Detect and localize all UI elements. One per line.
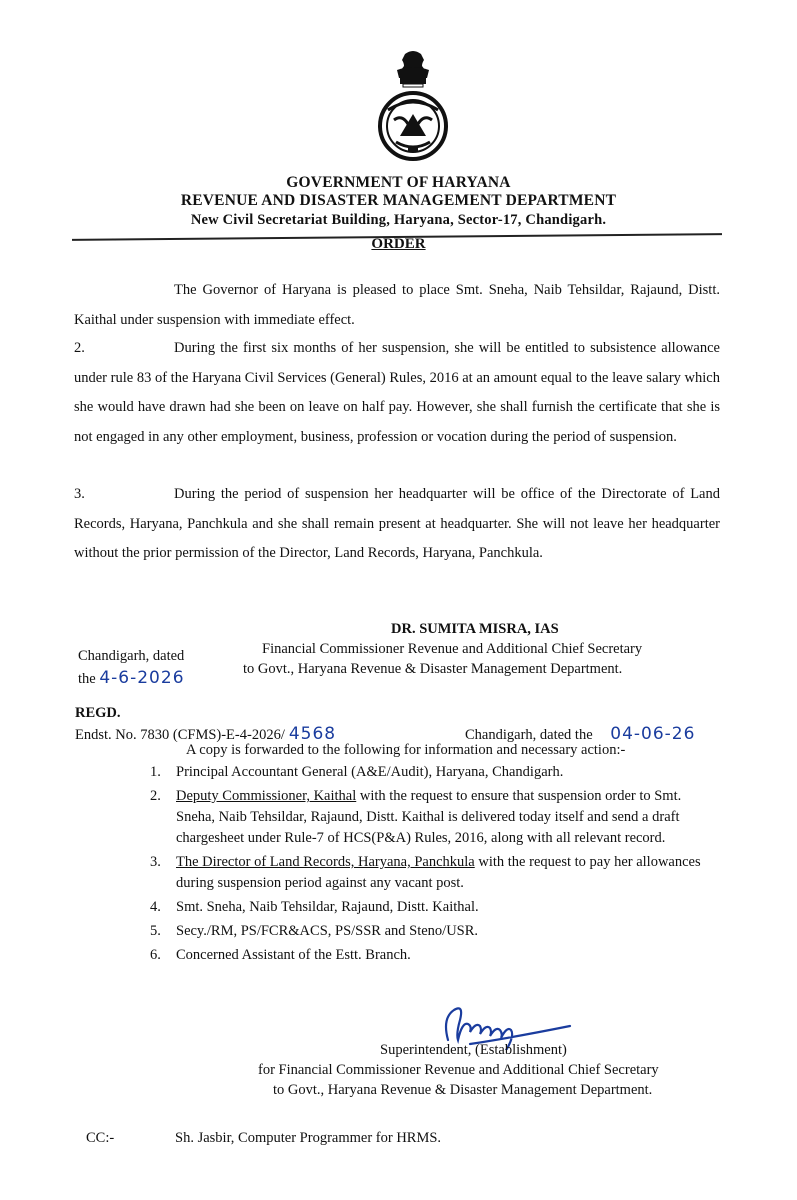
list-item-text: Smt. Sneha, Naib Tehsildar, Rajaund, Distt. Kaithal. xyxy=(176,899,479,915)
list-item-number: 6. xyxy=(150,947,161,963)
forward-text: A copy is forwarded to the following for information and necessary action:- xyxy=(186,742,626,758)
department-address: New Civil Secretariat Building, Haryana, Sector-17, Chandigarh. xyxy=(190,212,607,228)
list-item xyxy=(150,852,720,894)
signatory-designation-2: to Govt., Haryana Revenue & Disaster Management Department. xyxy=(243,661,623,677)
paragraph-1-text: The Governor of Haryana is pleased to place Smt. Sneha, Naib Tehsildar, Rajaund, Distt. Kaithal under suspension with immediate effect. xyxy=(74,282,720,328)
endorsement-number-handwritten: 4568 xyxy=(288,724,337,744)
dated-place: Chandigarh, dated xyxy=(78,648,185,664)
list-item-text xyxy=(176,852,720,894)
paragraph-2 xyxy=(74,334,720,452)
superintendent-for-line-2: to Govt., Haryana Revenue & Disaster Management Department. xyxy=(273,1082,653,1098)
endorsement-date-label: Chandigarh, dated the xyxy=(465,727,593,743)
list-item-addressee: Deputy Commissioner, Kaithal xyxy=(176,788,357,804)
dated-the xyxy=(78,668,185,688)
order-heading-text: ORDER xyxy=(371,236,426,252)
dated-handwritten-date: 4-6-2026 xyxy=(99,668,185,688)
superintendent-for-line-1: for Financial Commissioner Revenue and Additional Chief Secretary xyxy=(258,1062,659,1078)
cc-label: CC:- xyxy=(86,1130,115,1146)
list-item-body: with the request to pay her allowances during suspension period against any vacant post. xyxy=(176,854,701,891)
list-item-number: 5. xyxy=(150,923,161,939)
endorsement-date-handwritten: 04-06-26 xyxy=(610,724,696,744)
paragraph-1 xyxy=(74,276,720,335)
list-item xyxy=(150,945,720,966)
list-item-number: 3. xyxy=(150,854,161,870)
list-item xyxy=(150,921,720,942)
signatory-name: DR. SUMITA MISRA, IAS xyxy=(391,621,559,637)
paragraph-3 xyxy=(74,480,720,569)
haryana-state-emblem-icon xyxy=(372,50,454,162)
paragraph-3-text: During the period of suspension her headquarter will be office of the Directorate of Land Records, Haryana, Panchkula and she shall remain present at headquarter. She will not leave her headquarter without the prior permission of the Director, Land Records, Haryana, Panchkula. xyxy=(74,486,720,561)
distribution-list xyxy=(150,762,720,969)
endorsement-date xyxy=(465,724,695,744)
superintendent-title: Superintendent, (Establishment) xyxy=(380,1042,567,1058)
paragraph-2-number: 2. xyxy=(74,340,85,356)
list-item-addressee: The Director of Land Records, Haryana, Panchkula xyxy=(176,854,475,870)
list-item-text xyxy=(176,786,720,849)
dated-the-label: the xyxy=(78,671,96,687)
list-item-text: Principal Accountant General (A&E/Audit), Haryana, Chandigarh. xyxy=(176,764,564,780)
order-heading xyxy=(0,236,797,253)
list-item xyxy=(150,786,720,849)
list-item-number: 1. xyxy=(150,764,161,780)
list-item xyxy=(150,897,720,918)
endorsement-number-text: Endst. No. 7830 (CFMS)-E-4-2026/ xyxy=(75,727,285,743)
government-title: GOVERNMENT OF HARYANA xyxy=(286,174,511,191)
paragraph-2-text: During the first six months of her suspension, she will be entitled to subsistence allowance under rule 83 of the Haryana Civil Services (General) Rules, 2016 at an amount equal to the leave salary which she would have drawn had she been on leave on half pay. However, she shall furnish the certificate that she is not engaged in any other employment, business, profession or vocation during the period of suspension. xyxy=(74,340,720,445)
list-item-body: with the request to ensure that suspension order to Smt. Sneha, Naib Tehsildar, Rajaund, Distt. Kaithal is delivered today itself and send a draft chargesheet under Rule-7 of HCS(P&A) Rules, 2016, along with all relevant record. xyxy=(176,788,682,846)
list-item-text: Concerned Assistant of the Estt. Branch. xyxy=(176,947,411,963)
paragraph-3-number: 3. xyxy=(74,486,85,502)
list-item-number: 4. xyxy=(150,899,161,915)
cc-text: Sh. Jasbir, Computer Programmer for HRMS. xyxy=(175,1130,442,1146)
endorsement-number xyxy=(75,724,336,744)
list-item-number: 2. xyxy=(150,788,161,804)
list-item-text: Secy./RM, PS/FCR&ACS, PS/SSR and Steno/USR. xyxy=(176,923,479,939)
department-title: REVENUE AND DISASTER MANAGEMENT DEPARTMENT xyxy=(180,192,617,209)
regd-label: REGD. xyxy=(75,705,121,721)
signatory-designation-1: Financial Commissioner Revenue and Additional Chief Secretary xyxy=(262,641,643,657)
list-item xyxy=(150,762,720,783)
